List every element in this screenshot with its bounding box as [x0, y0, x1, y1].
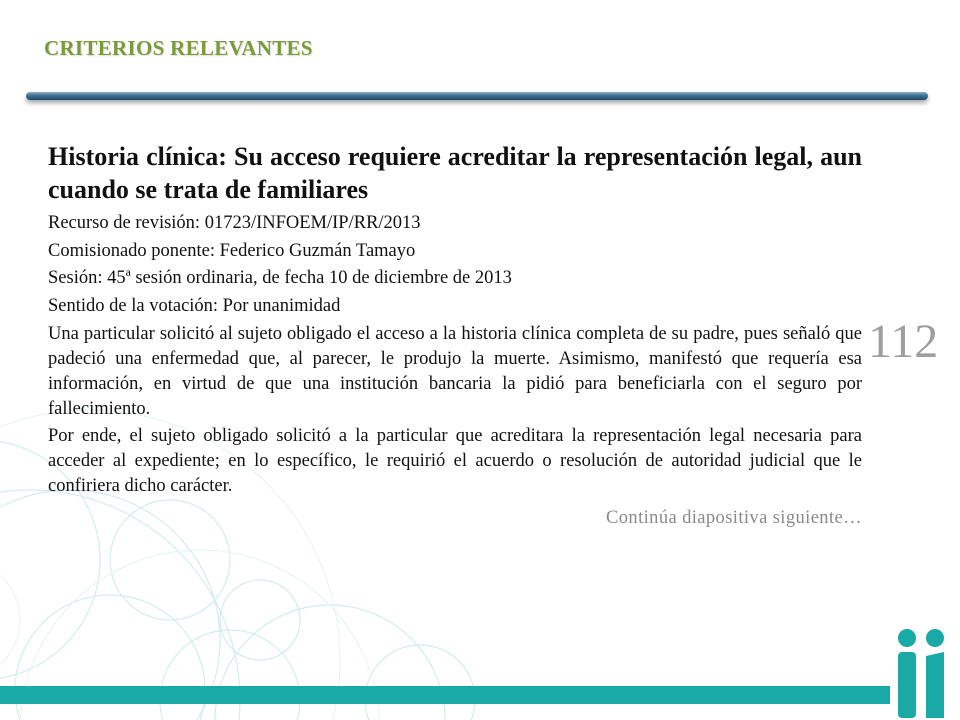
- meta-review-appeal: Recurso de revisión: 01723/INFOEM/IP/RR/2013: [48, 213, 421, 233]
- page-number: 112: [868, 315, 939, 368]
- paragraph-request: Una particular solicitó al sujeto obligado el acceso a la historia clínica completa de su padre, pues señaló que padeció una enfermedad que, al parecer, le produjo la muerte. Asimismo, manifestó que requería esa información, en virtud de que una institución bancaria la pidió para beneficiarla con el seguro por fallecimiento.: [48, 324, 862, 419]
- paragraph-response: Por ende, el sujeto obligado solicitó a la particular que acreditara la representación legal necesaria para acceder al expediente; en lo específico, le requirió el acuerdo o resolución de autoridad judicial que le confiriera dicho carácter.: [48, 426, 862, 496]
- meta-vote: Sentido de la votación: Por unanimidad: [48, 295, 341, 316]
- criterion-content: [48, 140, 862, 531]
- continue-note: Continúa diapositiva siguiente…: [606, 508, 862, 528]
- header-divider-bar: [26, 92, 928, 100]
- criterion-headline: Historia clínica: Su acceso requiere acreditar la representación legal, aun cuando se trata de familiares: [48, 142, 862, 204]
- logo-icon: [893, 626, 949, 718]
- footer-bar: [0, 686, 890, 704]
- meta-commissioner: Comisionado ponente: Federico Guzmán Tamayo: [48, 240, 416, 261]
- section-title: CRITERIOS RELEVANTES: [44, 36, 313, 60]
- meta-session: Sesión: 45ª sesión ordinaria, de fecha 10 de diciembre de 2013: [48, 268, 512, 288]
